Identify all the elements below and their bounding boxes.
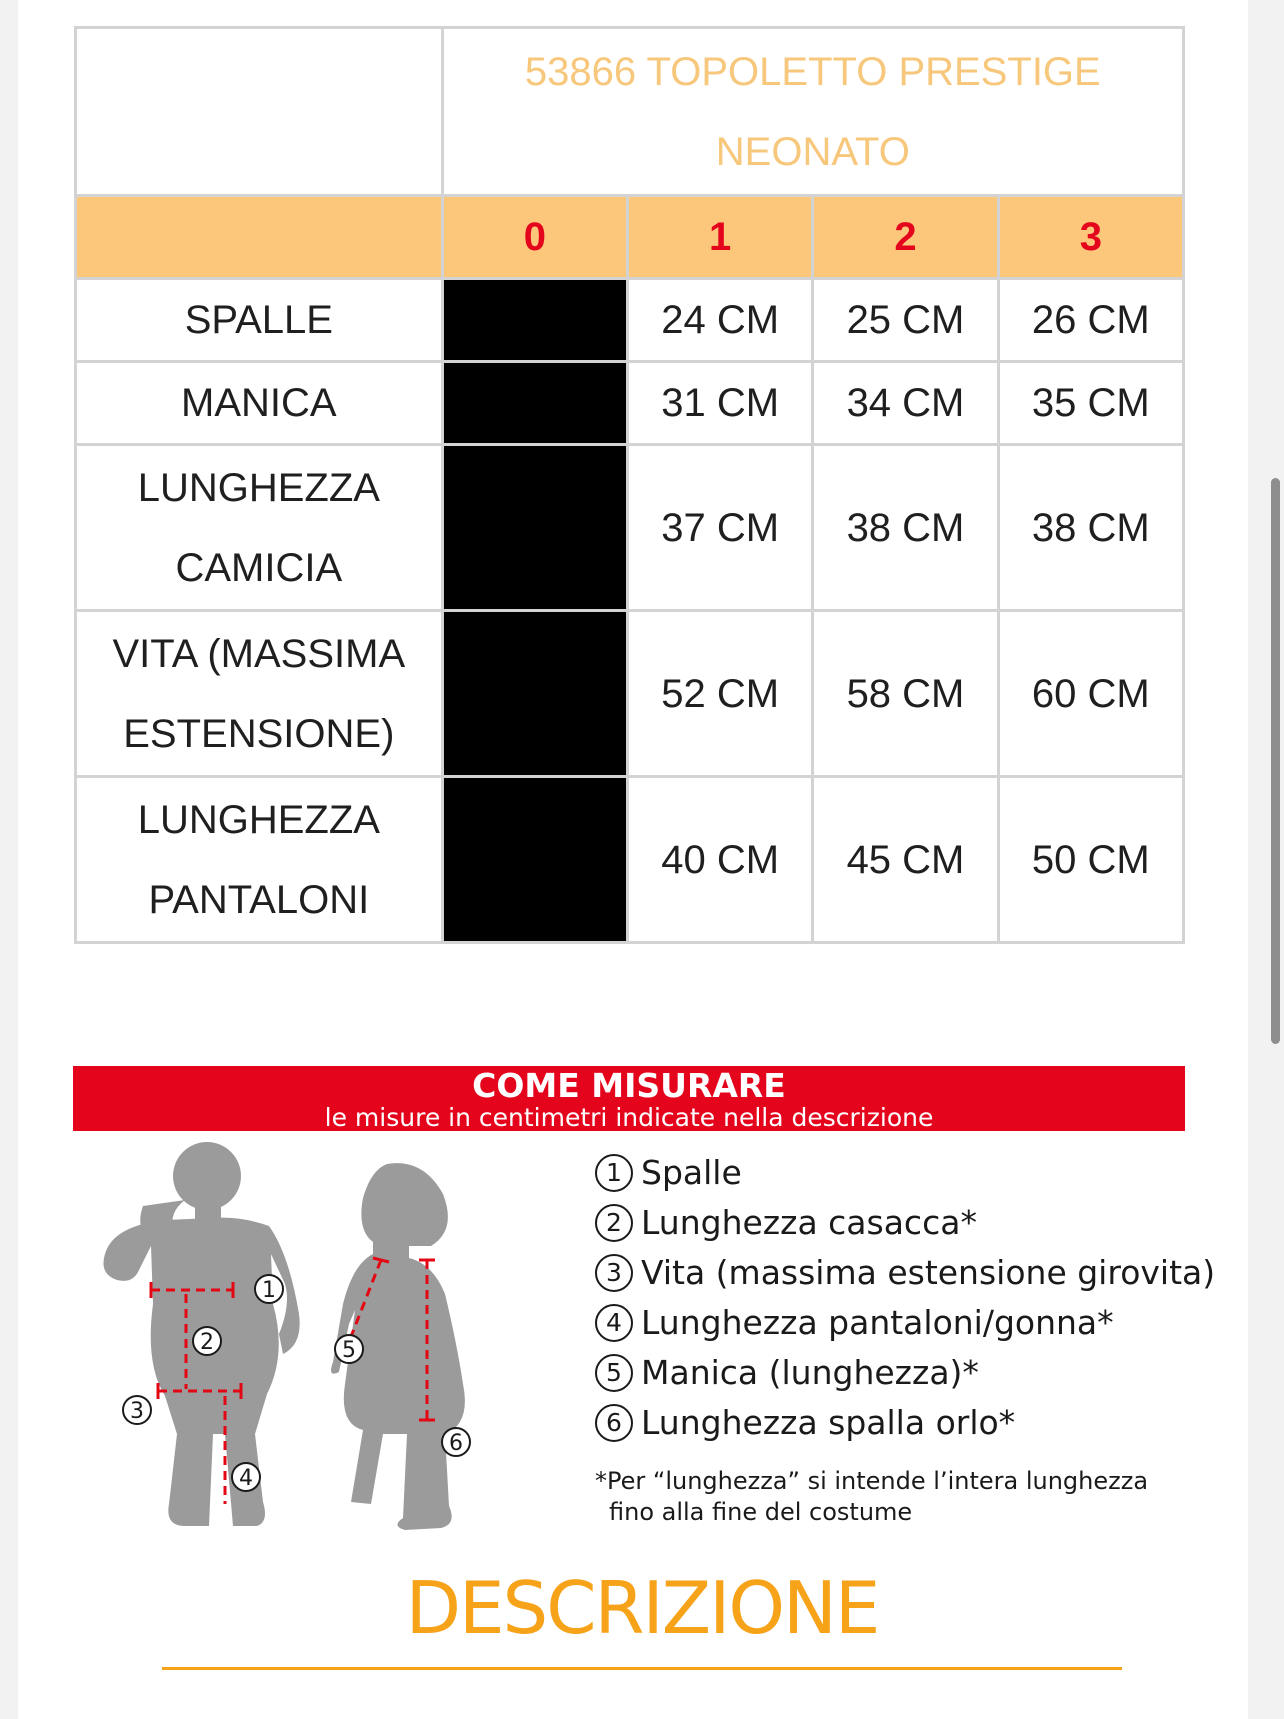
size-header: 2 bbox=[814, 197, 996, 277]
legend-text: Manica (lunghezza)* bbox=[641, 1353, 979, 1392]
legend-item bbox=[595, 1248, 1216, 1298]
table-cell: 26 CM bbox=[1000, 280, 1182, 360]
number-badge: 2 bbox=[595, 1204, 633, 1242]
svg-text:1: 1 bbox=[262, 1278, 276, 1303]
empty-header-cell bbox=[77, 197, 441, 277]
measure-banner bbox=[73, 1066, 1185, 1131]
redacted-cell bbox=[444, 778, 626, 941]
footnote-line-1: *Per “lunghezza” si intende l’intera lunghezza bbox=[595, 1467, 1149, 1495]
table-row bbox=[77, 612, 1182, 775]
redacted-cell bbox=[444, 612, 626, 775]
legend-item bbox=[595, 1398, 1195, 1448]
table-cell: 40 CM bbox=[629, 778, 811, 941]
table-cell: 24 CM bbox=[629, 280, 811, 360]
legend-text: Lunghezza casacca* bbox=[641, 1203, 977, 1242]
table-row bbox=[77, 363, 1182, 443]
row-label: VITA (MASSIMA ESTENSIONE) bbox=[77, 612, 441, 775]
legend-text: Vita (massima estensione girovita) bbox=[641, 1253, 1216, 1292]
redacted-cell bbox=[444, 363, 626, 443]
legend-item bbox=[595, 1148, 1195, 1198]
redacted-cell bbox=[444, 446, 626, 609]
product-title: 53866 TOPOLETTO PRESTIGE NEONATO bbox=[444, 29, 1182, 194]
number-badge: 6 bbox=[595, 1404, 633, 1442]
row-label: LUNGHEZZA CAMICIA bbox=[77, 446, 441, 609]
svg-text:3: 3 bbox=[130, 1399, 144, 1424]
legend-item bbox=[595, 1348, 1195, 1398]
empty-corner-cell bbox=[77, 29, 441, 194]
measure-title: COME MISURARE bbox=[472, 1066, 786, 1105]
table-cell: 58 CM bbox=[814, 612, 996, 775]
table-cell: 31 CM bbox=[629, 363, 811, 443]
table-row bbox=[77, 778, 1182, 941]
svg-text:4: 4 bbox=[239, 1466, 253, 1491]
scrollbar[interactable] bbox=[1271, 478, 1280, 1044]
legend-text: Lunghezza spalla orlo* bbox=[641, 1403, 1016, 1442]
child-silhouettes-illustration bbox=[73, 1134, 613, 1564]
number-badge: 4 bbox=[595, 1304, 633, 1342]
how-to-measure-panel bbox=[73, 1066, 1216, 1566]
svg-text:2: 2 bbox=[200, 1330, 214, 1355]
number-badge: 3 bbox=[595, 1254, 633, 1292]
legend-item bbox=[595, 1298, 1195, 1348]
legend-text: Spalle bbox=[641, 1153, 742, 1192]
section-heading-descrizione: DESCRIZIONE bbox=[405, 1566, 879, 1650]
table-cell: 37 CM bbox=[629, 446, 811, 609]
table-cell: 60 CM bbox=[1000, 612, 1182, 775]
table-cell: 52 CM bbox=[629, 612, 811, 775]
legend-text: Lunghezza pantaloni/gonna* bbox=[641, 1303, 1114, 1342]
table-row bbox=[77, 446, 1182, 609]
row-label: SPALLE bbox=[77, 280, 441, 360]
table-cell: 50 CM bbox=[1000, 778, 1182, 941]
row-label: MANICA bbox=[77, 363, 441, 443]
table-cell: 25 CM bbox=[814, 280, 996, 360]
length-footnote bbox=[595, 1466, 1195, 1528]
table-cell: 38 CM bbox=[1000, 446, 1182, 609]
table-title-row bbox=[77, 29, 1182, 194]
number-badge: 1 bbox=[595, 1154, 633, 1192]
row-label: LUNGHEZZA PANTALONI bbox=[77, 778, 441, 941]
size-header-row bbox=[77, 197, 1182, 277]
table-cell: 38 CM bbox=[814, 446, 996, 609]
footnote-line-2: fino alla fine del costume bbox=[609, 1498, 913, 1526]
measure-legend bbox=[595, 1148, 1216, 1528]
number-badge: 5 bbox=[595, 1354, 633, 1392]
legend-item bbox=[595, 1198, 1195, 1248]
table-cell: 45 CM bbox=[814, 778, 996, 941]
size-header: 3 bbox=[1000, 197, 1182, 277]
heading-underline bbox=[162, 1667, 1122, 1670]
table-cell: 34 CM bbox=[814, 363, 996, 443]
svg-text:6: 6 bbox=[449, 1431, 463, 1456]
size-header: 0 bbox=[444, 197, 626, 277]
table-row bbox=[77, 280, 1182, 360]
redacted-cell bbox=[444, 280, 626, 360]
size-header: 1 bbox=[629, 197, 811, 277]
measure-subtitle: le misure in centimetri indicate nella descrizione bbox=[324, 1103, 934, 1132]
svg-text:5: 5 bbox=[342, 1338, 356, 1363]
size-table bbox=[74, 26, 1185, 944]
table-cell: 35 CM bbox=[1000, 363, 1182, 443]
